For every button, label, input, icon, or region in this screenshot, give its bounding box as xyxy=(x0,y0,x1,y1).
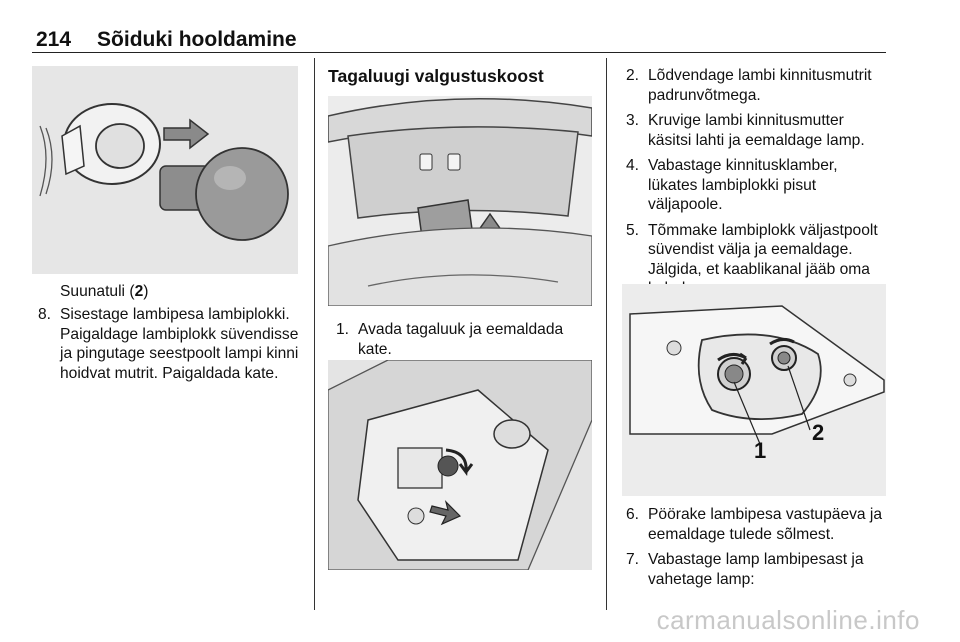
step-text: Lõdvendage lambi kinnitusmutrit padrunvõtmega. xyxy=(648,67,872,104)
lamp-nut-figure xyxy=(328,360,592,570)
tailgate-figure xyxy=(328,96,592,306)
steps-list-lower xyxy=(626,505,888,589)
step-number: 8. xyxy=(38,306,52,323)
step-4 xyxy=(626,156,888,215)
figure-caption: Suunatuli (2) xyxy=(60,283,149,300)
step-6 xyxy=(626,505,888,544)
step-7 xyxy=(626,550,888,589)
tailgate-illustration xyxy=(328,96,592,306)
step-text: Kruvige lambi kinnitusmutter käsitsi lahti ja eemaldage lamp. xyxy=(648,112,865,149)
page-header xyxy=(36,28,297,52)
callout-2: 2 xyxy=(812,420,825,445)
column-divider-1 xyxy=(314,58,315,610)
step-number: 5. xyxy=(626,221,640,239)
step-number: 2. xyxy=(626,67,640,84)
steps-list-upper xyxy=(626,66,888,299)
step-text: Sisestage lambipesa lambiplokki. Paigaldage lambiplokk süvendisse ja pingutage seestpoolt lampi kinni hoidvat mutrit. Paigaldada kate. xyxy=(60,306,299,382)
step-number: 7. xyxy=(626,551,640,568)
watermark: carmanualsonline.info xyxy=(656,605,920,635)
step-number: 6. xyxy=(626,506,640,523)
lamp-socket-illustration xyxy=(622,284,886,496)
step-3 xyxy=(626,111,888,150)
step-number: 1. xyxy=(336,321,350,338)
header-rule xyxy=(32,52,886,53)
bulb-socket-figure xyxy=(32,66,298,274)
step-text: Avada tagaluuk ja eemaldada kate. xyxy=(358,321,564,358)
column-divider-2 xyxy=(606,58,607,610)
lamp-socket-figure xyxy=(622,284,886,496)
section-title: Tagaluugi valgustuskoost xyxy=(328,66,544,86)
step-text: Vabastage lamp lambipesast ja vahetage lamp: xyxy=(648,551,864,588)
step-text: Vabastage kinnitusklamber, lükates lambiplokki pisut väljapoole. xyxy=(648,157,838,213)
lamp-nut-illustration xyxy=(328,360,592,570)
callout-1: 1 xyxy=(754,438,767,463)
step-number: 4. xyxy=(626,157,640,174)
step-1 xyxy=(336,320,592,359)
step-text: Tõmmake lambiplokk väljastpoolt süvendist välja ja eemaldage. Jälgida, et kaablikanal jääb oma xyxy=(648,221,878,278)
step-2 xyxy=(626,66,888,105)
step-number: 3. xyxy=(626,112,640,129)
bulb-socket-illustration xyxy=(32,66,298,274)
chapter-title: Sõiduki hooldamine xyxy=(97,28,297,51)
step-text: Pöörake lambipesa vastupäeva ja eemaldage tulede sõlmest. xyxy=(648,506,883,543)
step-8 xyxy=(38,305,300,383)
page-number: 214 xyxy=(36,28,72,51)
